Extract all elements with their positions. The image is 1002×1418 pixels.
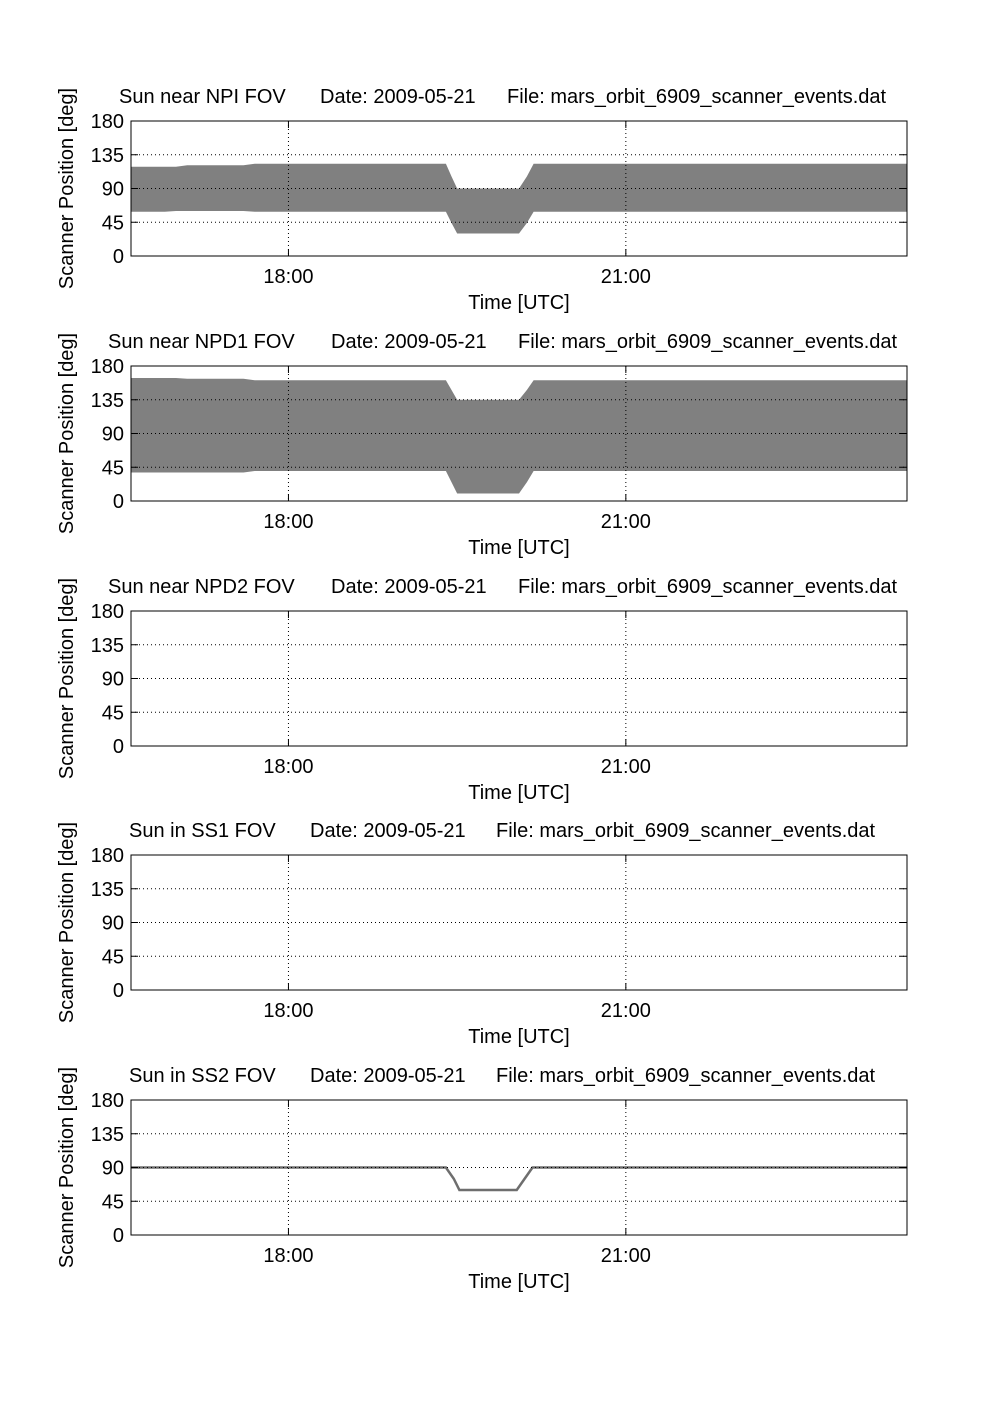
chart-3-title: Sun near NPD2 FOV bbox=[108, 576, 295, 598]
chart-1-x-tick-label-1800: 18:00 bbox=[263, 266, 314, 288]
chart-3-x-axis-label: Time [UTC] bbox=[468, 782, 570, 804]
chart-5-y-tick-label-135: 135 bbox=[90, 1123, 124, 1146]
chart-1-date: Date: 2009-05-21 bbox=[320, 86, 476, 108]
chart-4-x-tick-label-2100: 21:00 bbox=[600, 1000, 651, 1022]
chart-1-title: Sun near NPI FOV bbox=[119, 86, 286, 108]
chart-4-title: Sun in SS1 FOV bbox=[129, 820, 276, 842]
chart-4-file: File: mars_orbit_6909_scanner_events.dat bbox=[496, 820, 876, 842]
chart-2-y-tick-label-180: 180 bbox=[90, 356, 124, 378]
chart-5-x-axis-label: Time [UTC] bbox=[468, 1271, 570, 1293]
chart-4-y-tick-label-180: 180 bbox=[90, 845, 124, 867]
chart-5-y-tick-label-90: 90 bbox=[101, 1157, 124, 1180]
chart-2-x-tick-label-1800: 18:00 bbox=[263, 511, 314, 533]
chart-1-y-tick-label-180: 180 bbox=[90, 111, 124, 133]
chart-3-x-tick-label-2100: 21:00 bbox=[600, 756, 651, 778]
chart-1-y-tick-label-45: 45 bbox=[101, 212, 124, 235]
chart-5-y-axis-label: Scanner Position [deg] bbox=[56, 1066, 78, 1269]
chart-2-x-tick-label-2100: 21:00 bbox=[600, 511, 651, 533]
chart-2-title: Sun near NPD1 FOV bbox=[108, 331, 295, 353]
chart-3-file: File: mars_orbit_6909_scanner_events.dat bbox=[518, 576, 898, 598]
chart-3-y-tick-label-135: 135 bbox=[90, 634, 124, 657]
chart-2-y-tick-label-90: 90 bbox=[101, 423, 124, 446]
chart-4-x-tick-label-1800: 18:00 bbox=[263, 1000, 314, 1022]
chart-3-y-tick-label-90: 90 bbox=[101, 668, 124, 691]
chart-4-y-tick-label-135: 135 bbox=[90, 878, 124, 901]
chart-5-y-tick-label-180: 180 bbox=[90, 1090, 124, 1112]
chart-5-file: File: mars_orbit_6909_scanner_events.dat bbox=[496, 1065, 876, 1087]
chart-5-x-tick-label-2100: 21:00 bbox=[600, 1245, 651, 1267]
chart-1-x-tick-label-2100: 21:00 bbox=[600, 266, 651, 288]
chart-5-y-tick-label-0: 0 bbox=[112, 1225, 124, 1247]
chart-3-date: Date: 2009-05-21 bbox=[331, 576, 487, 598]
chart-4-y-tick-label-45: 45 bbox=[101, 946, 124, 969]
chart-1-x-axis-label: Time [UTC] bbox=[468, 292, 570, 314]
chart-4-y-axis-label: Scanner Position [deg] bbox=[56, 821, 78, 1024]
chart-4-y-tick-label-90: 90 bbox=[101, 912, 124, 935]
chart-1-file: File: mars_orbit_6909_scanner_events.dat bbox=[507, 86, 887, 108]
chart-1-y-axis-label: Scanner Position [deg] bbox=[56, 87, 78, 290]
chart-3-y-tick-label-0: 0 bbox=[112, 736, 124, 758]
chart-4-x-axis-label: Time [UTC] bbox=[468, 1026, 570, 1048]
chart-4-y-tick-label-0: 0 bbox=[112, 980, 124, 1002]
chart-1-y-tick-label-135: 135 bbox=[90, 144, 124, 167]
chart-5-date: Date: 2009-05-21 bbox=[310, 1065, 466, 1087]
chart-2-date: Date: 2009-05-21 bbox=[331, 331, 487, 353]
chart-1-y-tick-label-90: 90 bbox=[101, 178, 124, 201]
chart-2-file: File: mars_orbit_6909_scanner_events.dat bbox=[518, 331, 898, 353]
chart-5-title: Sun in SS2 FOV bbox=[129, 1065, 276, 1087]
chart-5-x-tick-label-1800: 18:00 bbox=[263, 1245, 314, 1267]
chart-3-y-axis-label: Scanner Position [deg] bbox=[56, 577, 78, 780]
chart-2-y-tick-label-0: 0 bbox=[112, 491, 124, 513]
chart-2-y-tick-label-135: 135 bbox=[90, 389, 124, 412]
chart-3-x-tick-label-1800: 18:00 bbox=[263, 756, 314, 778]
chart-5-y-tick-label-45: 45 bbox=[101, 1191, 124, 1214]
chart-2-x-axis-label: Time [UTC] bbox=[468, 537, 570, 559]
chart-4-date: Date: 2009-05-21 bbox=[310, 820, 466, 842]
chart-2-y-axis-label: Scanner Position [deg] bbox=[56, 332, 78, 535]
chart-3-y-tick-label-180: 180 bbox=[90, 601, 124, 623]
chart-3-y-tick-label-45: 45 bbox=[101, 702, 124, 725]
chart-2-y-tick-label-45: 45 bbox=[101, 457, 124, 480]
chart-1-y-tick-label-0: 0 bbox=[112, 246, 124, 268]
